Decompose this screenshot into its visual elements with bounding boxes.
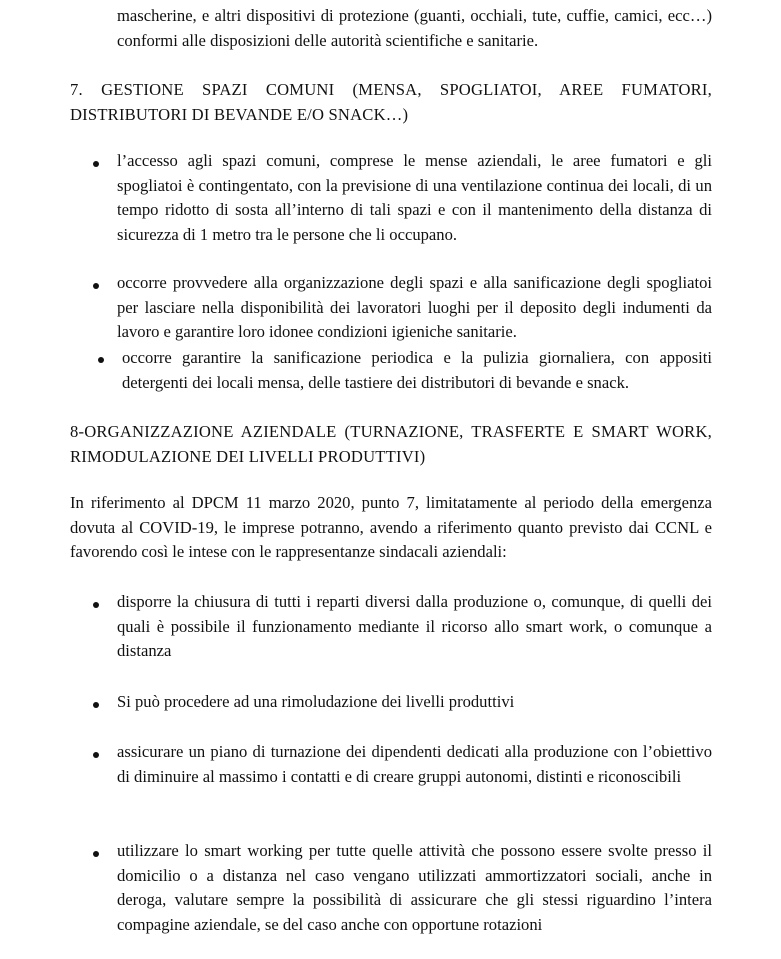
bullet-icon	[93, 161, 99, 167]
list-item: utilizzare lo smart working per tutte quelle attività che possono essere svolte presso il domicilio o a distanza nel caso vengano utilizzati ammortizzatori sociali, anche in deroga, valutare sempre la possibilità di assicurare che gli stessi riguardino l’intera compagine aziendale, se del caso anche con opportune rotazioni	[117, 841, 712, 934]
bullet-icon	[93, 283, 99, 289]
list-item: l’accesso agli spazi comuni, comprese le mense aziendali, le aree fumatori e gli spogliatoi è contingentato, con la previsione di una ventilazione continua dei locali, di un tempo ridotto di sosta all’interno di tali spazi e con il mantenimento della distanza di sicurezza di 1 metro tra le persone che li occupano.	[117, 151, 712, 244]
list-item: Si può procedere ad una rimoludazione dei livelli produttivi	[117, 692, 515, 711]
bullet-icon	[93, 602, 99, 608]
bullet-icon	[93, 752, 99, 758]
section-7-heading: 7. GESTIONE SPAZI COMUNI (MENSA, SPOGLIATOI, AREE FUMATORI, DISTRIBUTORI DI BEVANDE E/O SNACK…)	[70, 80, 712, 124]
list-item: occorre garantire la sanificazione periodica e la pulizia giornaliera, con appositi detergenti dei locali mensa, delle tastiere dei distributori di bevande e snack.	[122, 348, 712, 392]
list-item-continuation: mascherine, e altri dispositivi di protezione (guanti, occhiali, tute, cuffie, camici, ecc…) conformi alle disposizioni delle autorità scientifiche e sanitarie.	[117, 6, 712, 50]
bullet-icon	[98, 357, 104, 363]
section-8-intro: In riferimento al DPCM 11 marzo 2020, punto 7, limitatamente al periodo della emergenza dovuta al COVID-19, le imprese potranno, avendo a riferimento quanto previsto dai CCNL e favorendo così le intese con le rappresentanze sindacali aziendali:	[70, 493, 712, 562]
list-item: disporre la chiusura di tutti i reparti diversi dalla produzione o, comunque, di quelli dei quali è possibile il funzionamento mediante il ricorso allo smart work, o comunque a distanza	[117, 592, 712, 661]
bullet-icon	[93, 702, 99, 708]
list-item: occorre provvedere alla organizzazione degli spazi e alla sanificazione degli spogliatoi per lasciare nella disponibilità dei lavoratori luoghi per il deposito degli indumenti da lavoro e garantire loro idonee condizioni igieniche sanitarie.	[117, 273, 712, 342]
list-item: assicurare un piano di turnazione dei dipendenti dedicati alla produzione con l’obiettivo di diminuire al massimo i contatti e di creare gruppi autonomi, distinti e riconoscibili	[117, 742, 712, 786]
section-8-heading: 8-ORGANIZZAZIONE AZIENDALE (TURNAZIONE, TRASFERTE E SMART WORK, RIMODULAZIONE DEI LIVELLI PRODUTTIVI)	[70, 422, 712, 466]
bullet-icon	[93, 851, 99, 857]
